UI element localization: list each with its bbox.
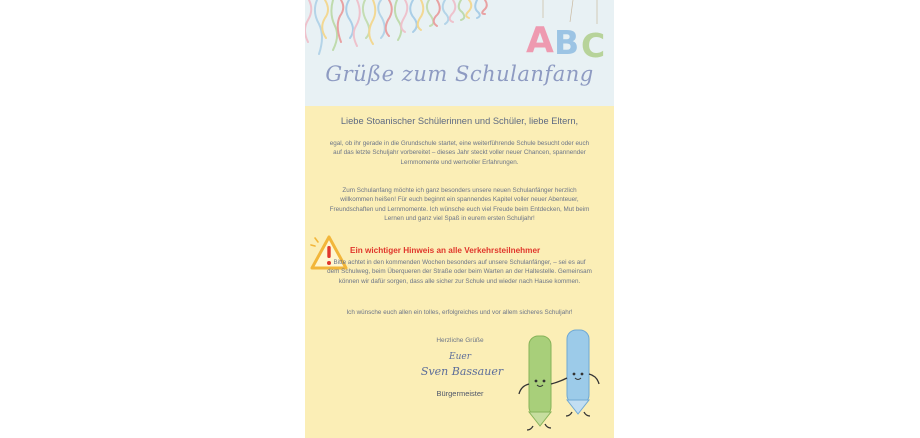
paragraph-intro: egal, ob ihr gerade in die Grundschule startet, eine weiterführende Schule besucht oder euch auf das letzte Schuljahr vorbereitet – dieses Jahr steckt voller neuer Chancen, spannender Lernmomente und wertvoller Erfahrungen.: [329, 140, 590, 166]
warning-title: Ein wichtiger Hinweis an alle Verkehrsteilnehmer: [350, 246, 541, 255]
paragraph-traffic: Bitte achtet in den kommenden Wochen besonders auf unsere Schulanfänger, – sei es auf dem Schulweg, beim Überqueren der Straße oder beim Warten an der Haltestelle. Gemeinsam können wir dafür sorgen, dass alle sicher zur Schule und wieder nach Hause kommen.: [327, 259, 592, 285]
paragraph-wishes: Ich wünsche euch allen ein tolles, erfolgreiches und vor allem sicheres Schuljahr!: [346, 309, 573, 316]
page-title: Grüße zum Schulanfang: [325, 62, 594, 86]
paragraph-welcome: Zum Schulanfang möchte ich ganz besonders unsere neuen Schulanfänger herzlich willkommen heißen! Für euch beginnt ein spannendes Kapitel voller neuer Abenteuer, Freundschaften und Lernmomente. Ich wünsche euch viel Freude beim Entdecken, Mut beim Lernen und ganz viel Spaß in eurem ersten Schuljahr!: [329, 187, 590, 223]
green-chalk: [519, 336, 551, 430]
string-b: [570, 0, 573, 22]
poster: [305, 0, 614, 438]
signature-euer: Euer: [449, 352, 471, 362]
signature-role: Bürgermeister: [436, 389, 484, 398]
letter-a: A: [526, 20, 554, 60]
closing: Herzliche Grüße: [436, 337, 484, 344]
blue-chalk: [551, 330, 599, 416]
letter-c: C: [581, 26, 606, 60]
signature-name: Sven Bassauer: [420, 365, 504, 378]
letter-b: B: [554, 23, 580, 60]
greeting: Liebe Stoanischer Schülerinnen und Schüler, liebe Eltern,: [340, 116, 579, 126]
poster-header: [305, 0, 614, 106]
chalk-characters: [515, 324, 610, 432]
abc-letters: [305, 0, 614, 60]
